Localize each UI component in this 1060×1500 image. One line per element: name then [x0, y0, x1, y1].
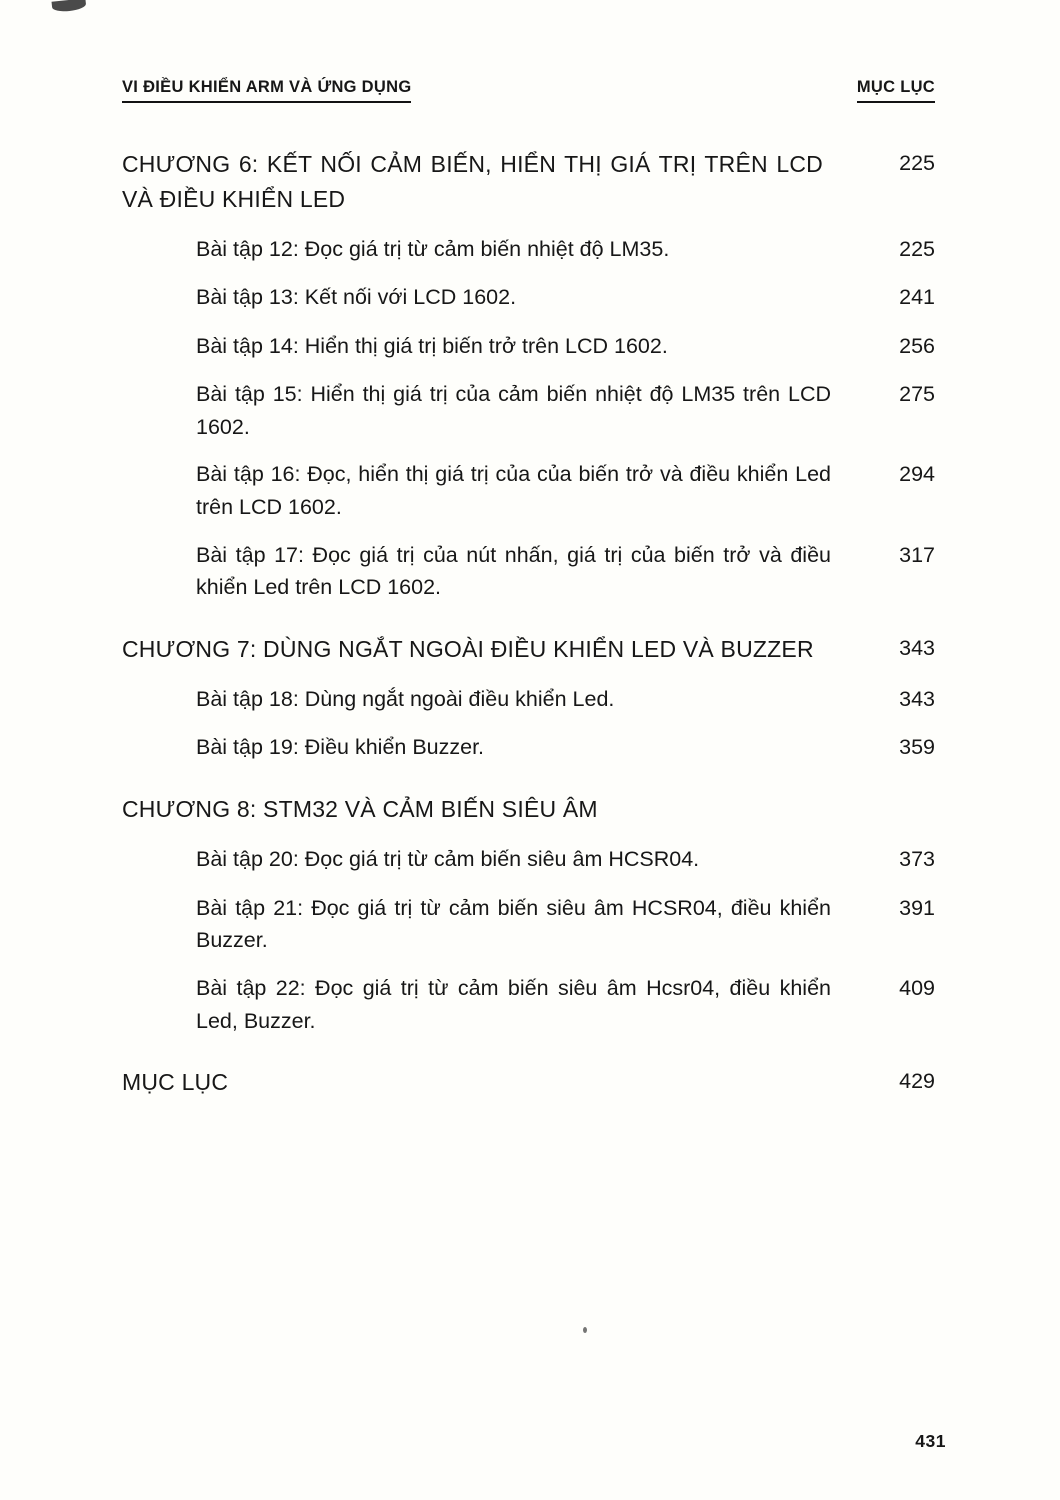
- toc-entry-4: [122, 378, 935, 443]
- scan-artifact: [52, 0, 87, 13]
- entry-text: Bài tập 16: Đọc, hiển thị giá trị của của biến trở và điều khiển Led trên LCD 1602.: [196, 462, 831, 519]
- toc-entry-0: [122, 147, 935, 217]
- entry-text: Bài tập 21: Đọc giá trị từ cảm biến siêu âm HCSR04, điều khiển Buzzer.: [196, 895, 831, 953]
- toc-entry-3: [122, 330, 935, 363]
- entry-page: 256: [899, 333, 935, 358]
- page-number: 431: [915, 1431, 946, 1451]
- entry-page: 409: [899, 976, 935, 1001]
- entry-text: CHƯƠNG 7: DÙNG NGẮT NGOÀI ĐIỀU KHIỂN LED VÀ BUZZER: [122, 635, 814, 662]
- running-title: VI ĐIỀU KHIỂN ARM VÀ ỨNG DỤNG: [122, 78, 411, 103]
- entry-text: MỤC LỤC: [122, 1069, 229, 1096]
- entry-text: Bài tập 17: Đọc giá trị của nút nhấn, giá trị của biến trở và điều khiển Led trên LCD 1602.: [196, 542, 831, 600]
- section-title: MỤC LỤC: [857, 78, 935, 103]
- toc-entry-1: [122, 233, 935, 266]
- scan-speck: [583, 1327, 587, 1333]
- entry-page: 429: [899, 1069, 935, 1094]
- toc-entry-7: [122, 632, 935, 667]
- toc-entry-12: [122, 892, 935, 957]
- entry-text: Bài tập 15: Hiển thị giá trị của cảm biến nhiệt độ LM35 trên LCD 1602.: [196, 381, 831, 439]
- toc-entry-8: [122, 683, 935, 716]
- toc-entry-14: [122, 1065, 935, 1100]
- entry-text: Bài tập 12: Đọc giá trị từ cảm biến nhiệt độ LM35.: [196, 236, 670, 261]
- toc-entry-6: [122, 539, 935, 604]
- entry-text: Bài tập 19: Điều khiển Buzzer.: [196, 735, 485, 760]
- entry-page: 391: [899, 895, 935, 920]
- entry-page: 241: [899, 285, 935, 310]
- entry-page: 225: [899, 236, 935, 261]
- entry-page: 317: [899, 542, 935, 567]
- entry-page: 294: [899, 462, 935, 487]
- toc-entry-10: [122, 792, 935, 827]
- toc-list: [122, 147, 935, 1100]
- entry-text: Bài tập 20: Đọc giá trị từ cảm biến siêu âm HCSR04.: [196, 847, 700, 872]
- entry-text: CHƯƠNG 8: STM32 VÀ CẢM BIẾN SIÊU ÂM: [122, 796, 598, 823]
- toc-entry-5: [122, 458, 935, 523]
- entry-text: Bài tập 22: Đọc giá trị từ cảm biến siêu âm Hcsr04, điều khiển Led, Buzzer.: [196, 976, 831, 1033]
- entry-text: CHƯƠNG 6: KẾT NỐI CẢM BIẾN, HIỂN THỊ GIÁ TRỊ TRÊN LCD VÀ ĐIỀU KHIỂN LED: [122, 151, 823, 212]
- entry-page: 343: [899, 635, 935, 660]
- entry-text: Bài tập 14: Hiển thị giá trị biến trở trên LCD 1602.: [196, 333, 668, 358]
- entry-text: Bài tập 13: Kết nối với LCD 1602.: [196, 285, 517, 310]
- entry-page: 359: [899, 735, 935, 760]
- toc-entry-11: [122, 843, 935, 876]
- entry-page: 225: [899, 151, 935, 175]
- toc-entry-2: [122, 281, 935, 314]
- entry-page: 275: [899, 381, 935, 406]
- toc-entry-9: [122, 731, 935, 764]
- page-header: [122, 78, 935, 103]
- entry-page: 343: [899, 686, 935, 711]
- toc-entry-13: [122, 972, 935, 1037]
- entry-page: 373: [899, 847, 935, 872]
- entry-text: Bài tập 18: Dùng ngắt ngoài điều khiển Led.: [196, 686, 615, 711]
